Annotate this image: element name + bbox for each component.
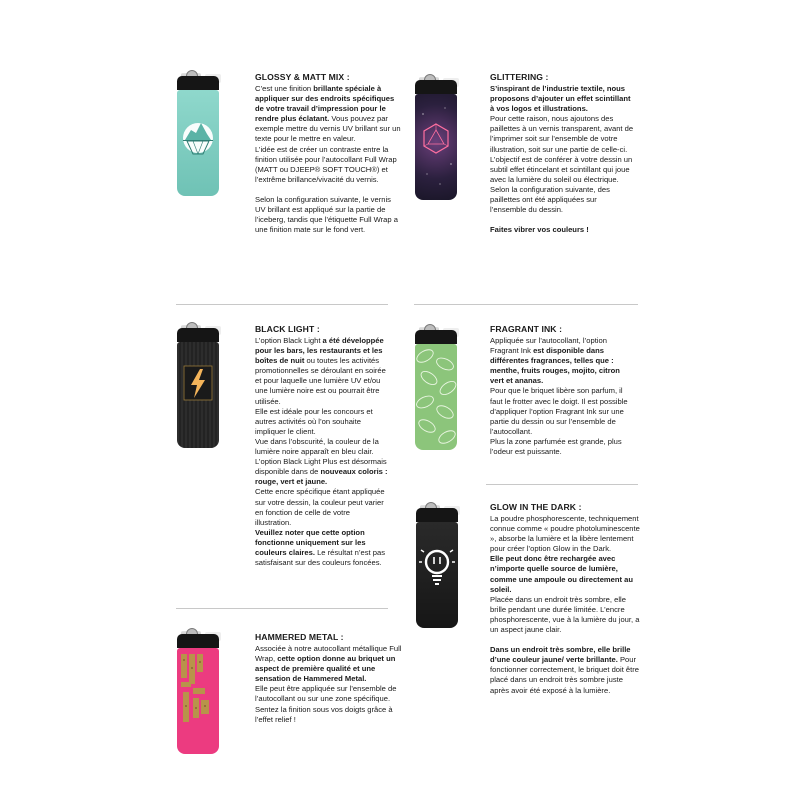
glow-lighter-image [416, 508, 458, 628]
blacklight-title: BLACK LIGHT : [255, 324, 320, 334]
divider-left-1 [176, 304, 388, 305]
fragrant-title: FRAGRANT INK : [490, 324, 563, 334]
divider-left-2 [176, 608, 388, 609]
hammered-description: Associée à notre autocollant métallique Full Wrap, cette option donne au briquet un aspect de première qualité et une sensation de Hammered Metal. Elle peut être appliquée sur l’ensemble de l’autocollant ou sur une zone spécifique. Sentez la finition sous vos doigts grâce à l’effet relief ! [255, 644, 402, 724]
fragrant-lighter-image [415, 330, 457, 450]
glittering-lighter-image [415, 80, 457, 200]
blacklight-description: L’option Black Light a été développée pour les bars, les restaurants et les boîtes de nuit ou toutes les activités promotionnelles se déroulant en soirée et pour laquelle une lumière UV et/ou une lumière noire est ou pourrait être utilisée. Elle est idéale pour les concours et autres activités où l’on souhaite impliquer le client. Vue dans l’obscurité, la couleur de la lumière noire apparaît en bleu clair. L’option Black Light Plus est désormais disponible dans de nouveaux coloris : rouge, vert et jaune. Cette encre spécifique étant appliquée sur votre dessin, la couleur peut varier en fonction de celle de votre illustration. Veuillez noter que cette option fonctionne uniquement sur les couleurs claires. Le résultat n’est pas satisfaisant sur des couleurs foncées. [255, 336, 388, 568]
glow-title: GLOW IN THE DARK : [490, 502, 582, 512]
hammered-title: HAMMERED METAL : [255, 632, 344, 642]
blacklight-lighter-image [177, 328, 219, 448]
divider-right-1 [414, 304, 638, 305]
leaves-icon [415, 344, 457, 450]
glittering-title: GLITTERING : [490, 72, 549, 82]
glow-description: La poudre phosphorescente, techniquement connue comme « poudre photoluminescente », absorbe la lumière et la libère lentement pour créer l’option Glow in the Dark. Elle peut donc être rechargée avec n’importe quelle source de lumière, comme une ampoule ou directement au soleil. Placée dans un endroit très sombre, elle brille pendant une durée limitée. L’encre phosphorescente, vue à la lumière du jour, a un aspect jaune clair. Dans un endroit très sombre, elle brille d’une couleur jaune/ verte brillante. Pour fonctionner correctement, le briquet doit être placé dans un endroit très sombre juste après avoir été exposé à la lumière. [490, 514, 640, 695]
iceberg-icon [177, 90, 219, 196]
glossy-description: C’est une finition brillante spéciale à appliquer sur des endroits spécifiques de votre travail d’impression pour le rendre plus éclatant. Vous pouvez par exemple mettre du vernis UV brillant sur un texte pour le mettre en valeur. L’idée est de créer un contraste entre la finition utilisée pour l’autocollant Full Wrap (MATT ou DJEEP® SOFT TOUCH®) et l’extrême brillance/vivacité du vernis. Selon la configuration suivante, le vernis UV brillant est appliqué sur la partie de l’iceberg, tandis que l’étiquette Full Wrap a une finition mate sur le fond vert. [255, 84, 401, 235]
glittering-description: S’inspirant de l’industrie textile, nous proposons d’ajouter un effet scintillant à vos logos et illustrations. Pour cette raison, nous ajoutons des paillettes à un vernis transparent, avant de l’imprimer soit sur l’ensemble de votre illustration, soit sur une partie de celle-ci. L’objectif est de conférer à votre dessin un subtil effet étincelant et scintillant qui joue avec la lumière du soleil ou électrique. Selon la configuration suivante, des paillettes ont été appliquées sur l’ensemble du dessin. Faites vibrer vos couleurs ! [490, 84, 634, 235]
hammered-lighter-image [177, 634, 219, 754]
hammered-metal-pattern-icon [177, 648, 219, 754]
lightning-bolt-icon [177, 342, 219, 448]
fragrant-description: Appliquée sur l’autocollant, l’option Fragrant Ink est disponible dans différentes fragrances, telles que : menthe, fruits rouges, mojito, citron vert et ananas. Pour que le briquet libère son parfum, il faut le frotter avec le doigt. Il est possible d’appliquer l’option Fragrant Ink sur une partie du dessin ou sur l’ensemble de l’autocollant. Plus la zone parfumée est grande, plus l’odeur est puissante. [490, 336, 628, 457]
glossy-title: GLOSSY & MATT MIX : [255, 72, 350, 82]
polyhedron-icon [415, 94, 457, 200]
glossy-lighter-image [177, 76, 219, 196]
divider-right-2 [486, 484, 638, 485]
lightbulb-icon [416, 522, 458, 628]
